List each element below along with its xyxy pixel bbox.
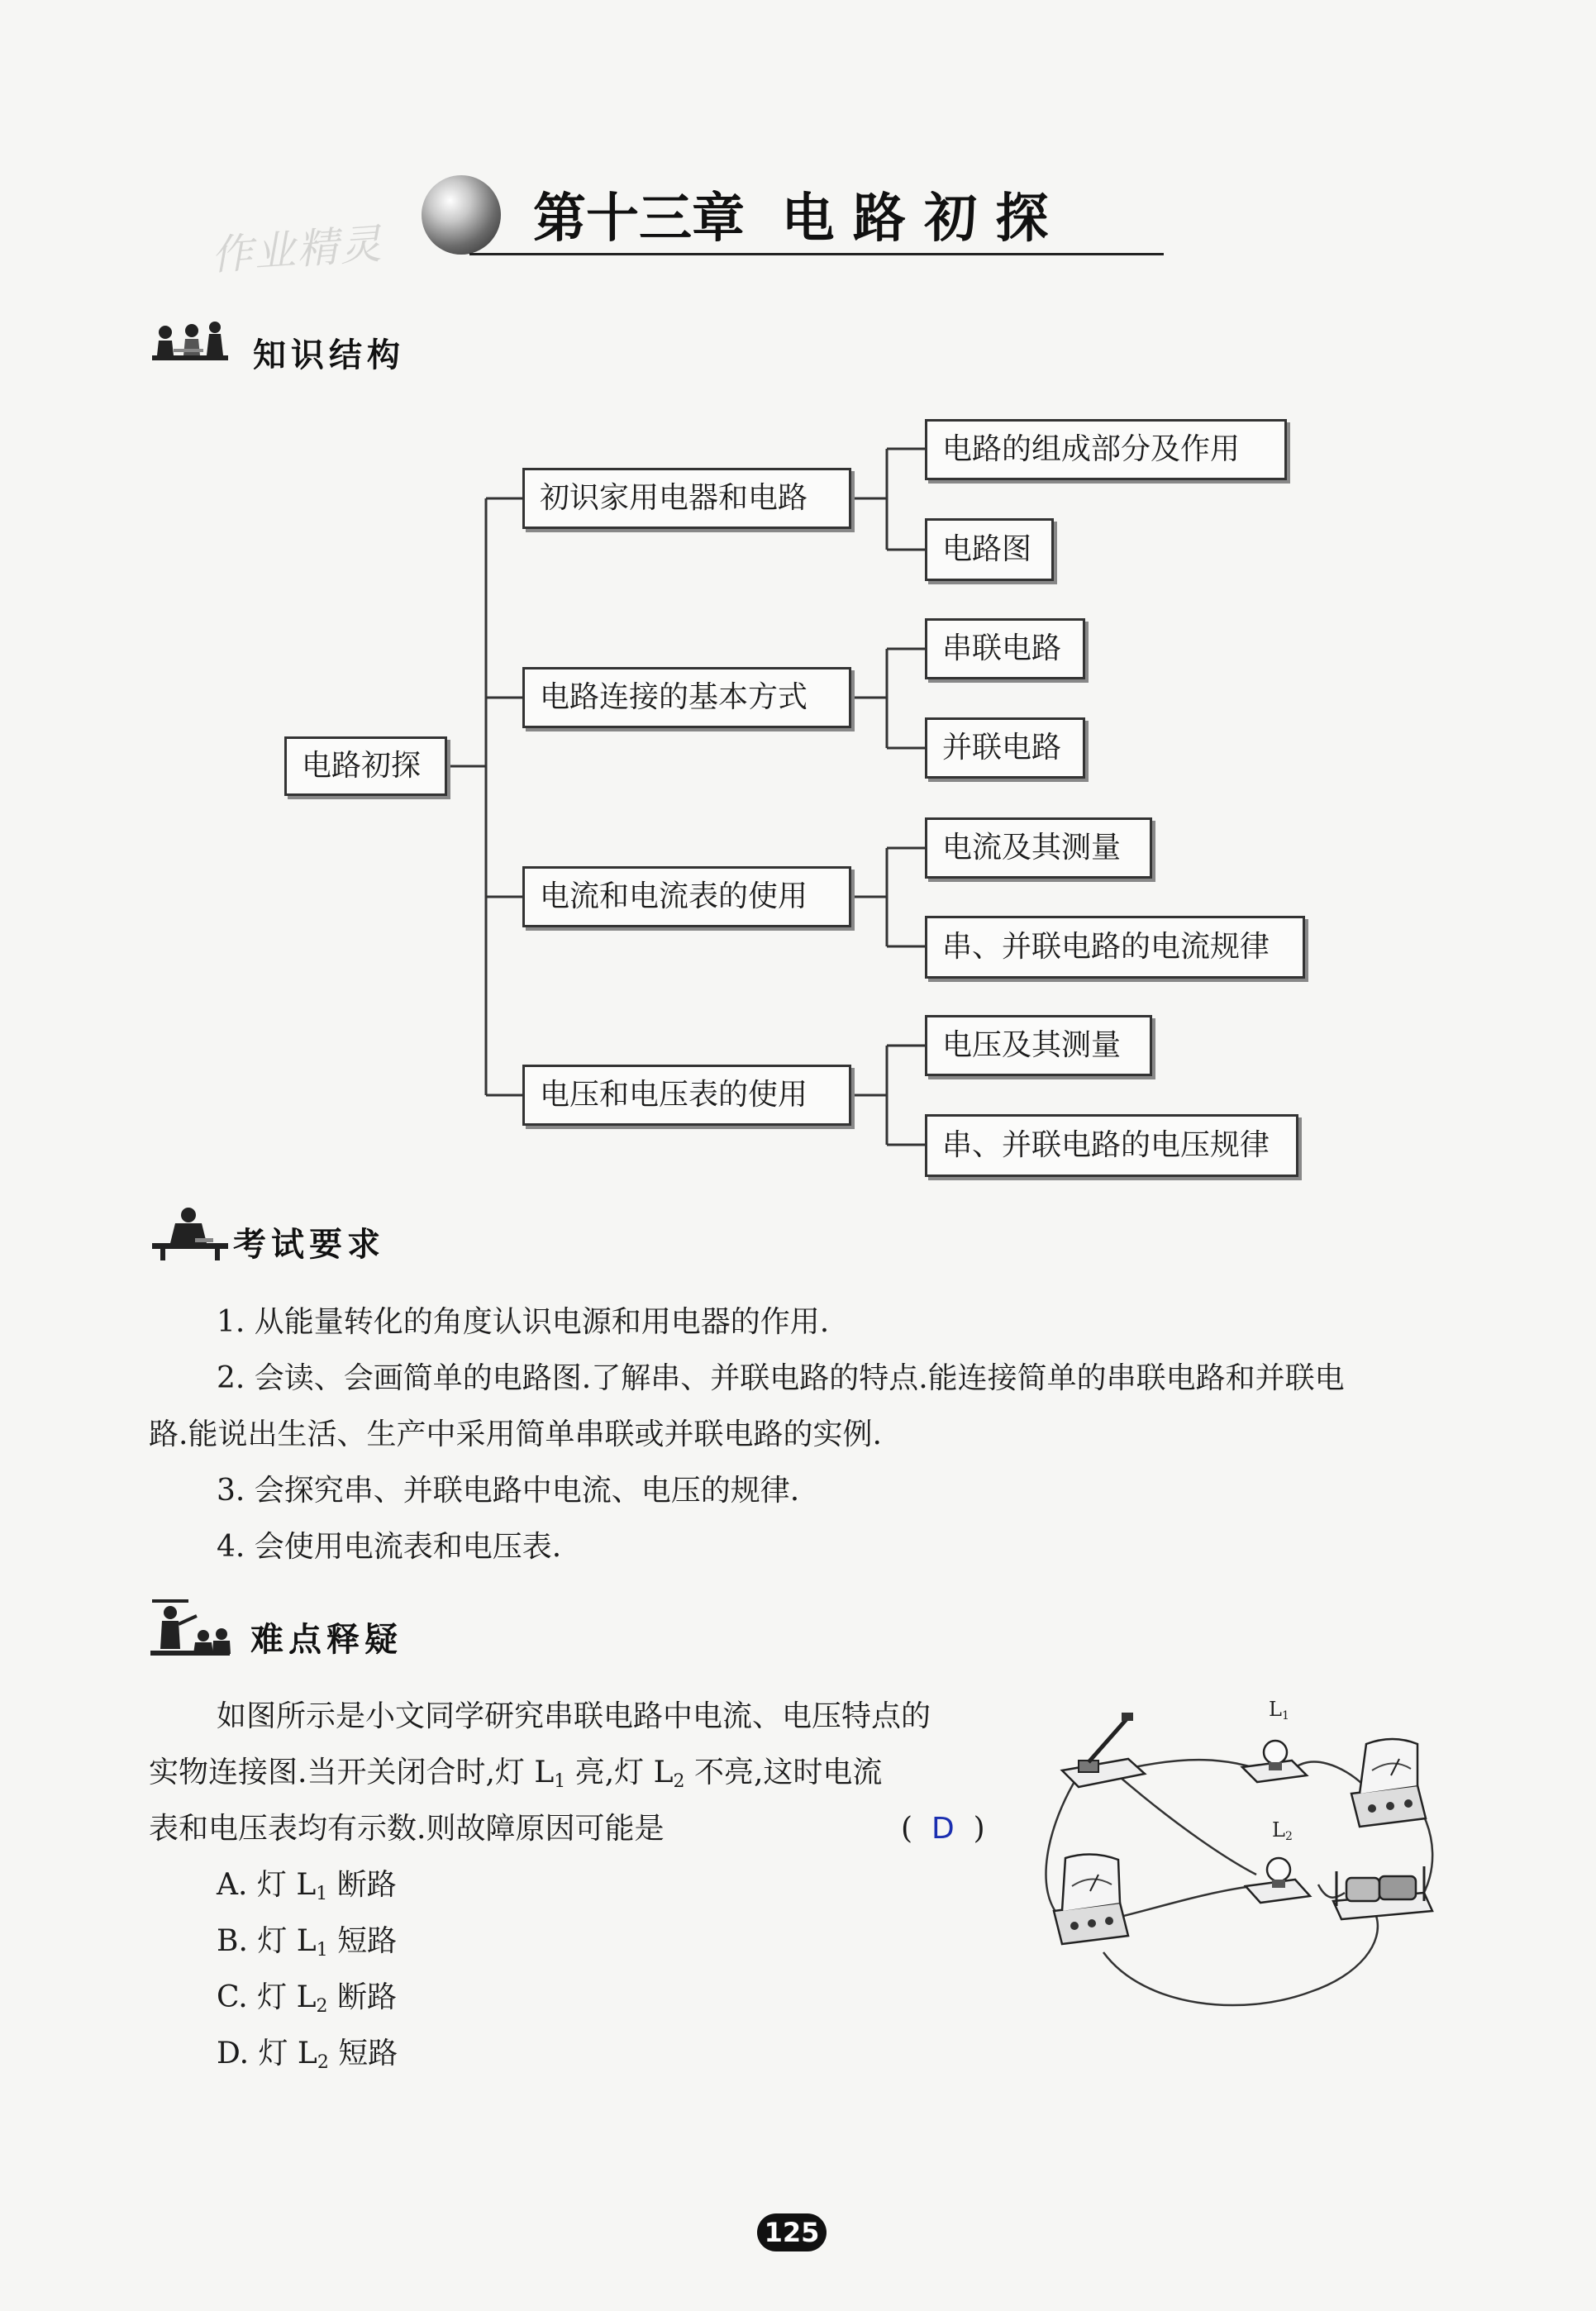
subscript: 1 — [554, 1771, 566, 1792]
lecturer-icon — [149, 1599, 231, 1657]
requirement-line-2: 2. 会读、会画简单的电路图.了解串、并联电路的特点.能连接简单的串联电路和并联电 — [217, 1361, 1345, 1395]
requirement-line-2-cont: 路.能说出生活、生产中采用简单串联或并联电路的实例. — [149, 1418, 882, 1451]
requirement-line-1: 1. 从能量转化的角度认识电源和用电器的作用. — [217, 1305, 830, 1339]
subscript: 2 — [673, 1771, 685, 1792]
label-l1: L1 — [1269, 1698, 1289, 1723]
answer-value: D — [931, 1812, 955, 1846]
tree-branch-2: 电路连接的基本方式 — [522, 667, 851, 728]
ammeter — [1054, 1854, 1128, 1944]
circuit-figure — [1029, 1694, 1451, 2017]
requirement-line-3: 3. 会探究串、并联电路中电流、电压的规律. — [217, 1474, 800, 1508]
voltmeter — [1351, 1739, 1426, 1827]
option-text: 短路 — [327, 1924, 398, 1958]
tree-root: 电路初探 — [284, 736, 447, 796]
option-text: 断路 — [327, 1980, 397, 2014]
battery-holder — [1333, 1866, 1432, 1919]
answer-bracket — [901, 1814, 985, 1844]
option-text: A. 灯 L — [217, 1868, 317, 1902]
tree-branch-4: 电压和电压表的使用 — [522, 1065, 851, 1126]
option-text: 断路 — [327, 1868, 397, 1902]
tree-leaf-4-1: 电压及其测量 — [925, 1015, 1152, 1076]
option-text: 短路 — [328, 2037, 398, 2070]
section-title-structure: 知识结构 — [253, 336, 405, 374]
question-text: 实物连接图.当开关闭合时,灯 L — [149, 1756, 555, 1789]
tree-leaf-1-1: 电路的组成部分及作用 — [925, 419, 1287, 480]
option-b — [217, 1924, 398, 1961]
chapter-title: 第十三章 电 路 初 探 — [533, 188, 1049, 250]
tree-leaf-2-2: 并联电路 — [925, 717, 1085, 779]
question-text: 亮,灯 L — [565, 1756, 674, 1789]
option-a — [217, 1870, 397, 1904]
option-text: B. 灯 L — [217, 1924, 317, 1958]
lamp-l1 — [1242, 1741, 1307, 1782]
tree-leaf-1-2: 电路图 — [925, 518, 1054, 581]
option-text: D. 灯 L — [217, 2037, 317, 2070]
requirement-line-4: 4. 会使用电流表和电压表. — [217, 1530, 562, 1564]
option-d — [217, 2039, 398, 2072]
lamp-l2 — [1246, 1858, 1310, 1903]
paren: ( — [901, 1812, 913, 1846]
subscript: 2 — [316, 1996, 328, 2017]
subscript: 2 — [317, 2052, 329, 2073]
tree-branch-1: 初识家用电器和电路 — [522, 468, 851, 529]
section-title-difficulties: 难点释疑 — [250, 1621, 403, 1659]
tree-leaf-3-1: 电流及其测量 — [925, 817, 1152, 879]
page-number: 125 — [757, 2213, 827, 2251]
teacher-at-desk-icon — [149, 1205, 231, 1263]
question-text: 不亮,这时电流 — [684, 1756, 883, 1789]
tree-leaf-3-2: 串、并联电路的电流规律 — [925, 916, 1305, 979]
paren: ) — [973, 1812, 985, 1846]
option-c — [217, 1980, 397, 2017]
option-text: C. 灯 L — [217, 1980, 317, 2014]
subscript: 1 — [316, 1940, 328, 1961]
question-line-3: 表和电压表均有示数.则故障原因可能是 — [149, 1812, 665, 1846]
subscript: 1 — [316, 1884, 328, 1904]
question-line-1: 如图所示是小文同学研究串联电路中电流、电压特点的 — [217, 1699, 931, 1733]
switch — [1062, 1713, 1145, 1787]
section-title-requirements: 考试要求 — [233, 1226, 385, 1264]
tree-leaf-2-1: 串联电路 — [925, 618, 1085, 679]
question-line-2 — [149, 1758, 882, 1791]
label-l2: L2 — [1272, 1818, 1293, 1843]
watermark-logo: 作业精灵 — [209, 219, 385, 280]
tree-leaf-4-2: 串、并联电路的电压规律 — [925, 1114, 1298, 1177]
tree-branch-3: 电流和电流表的使用 — [522, 866, 851, 927]
